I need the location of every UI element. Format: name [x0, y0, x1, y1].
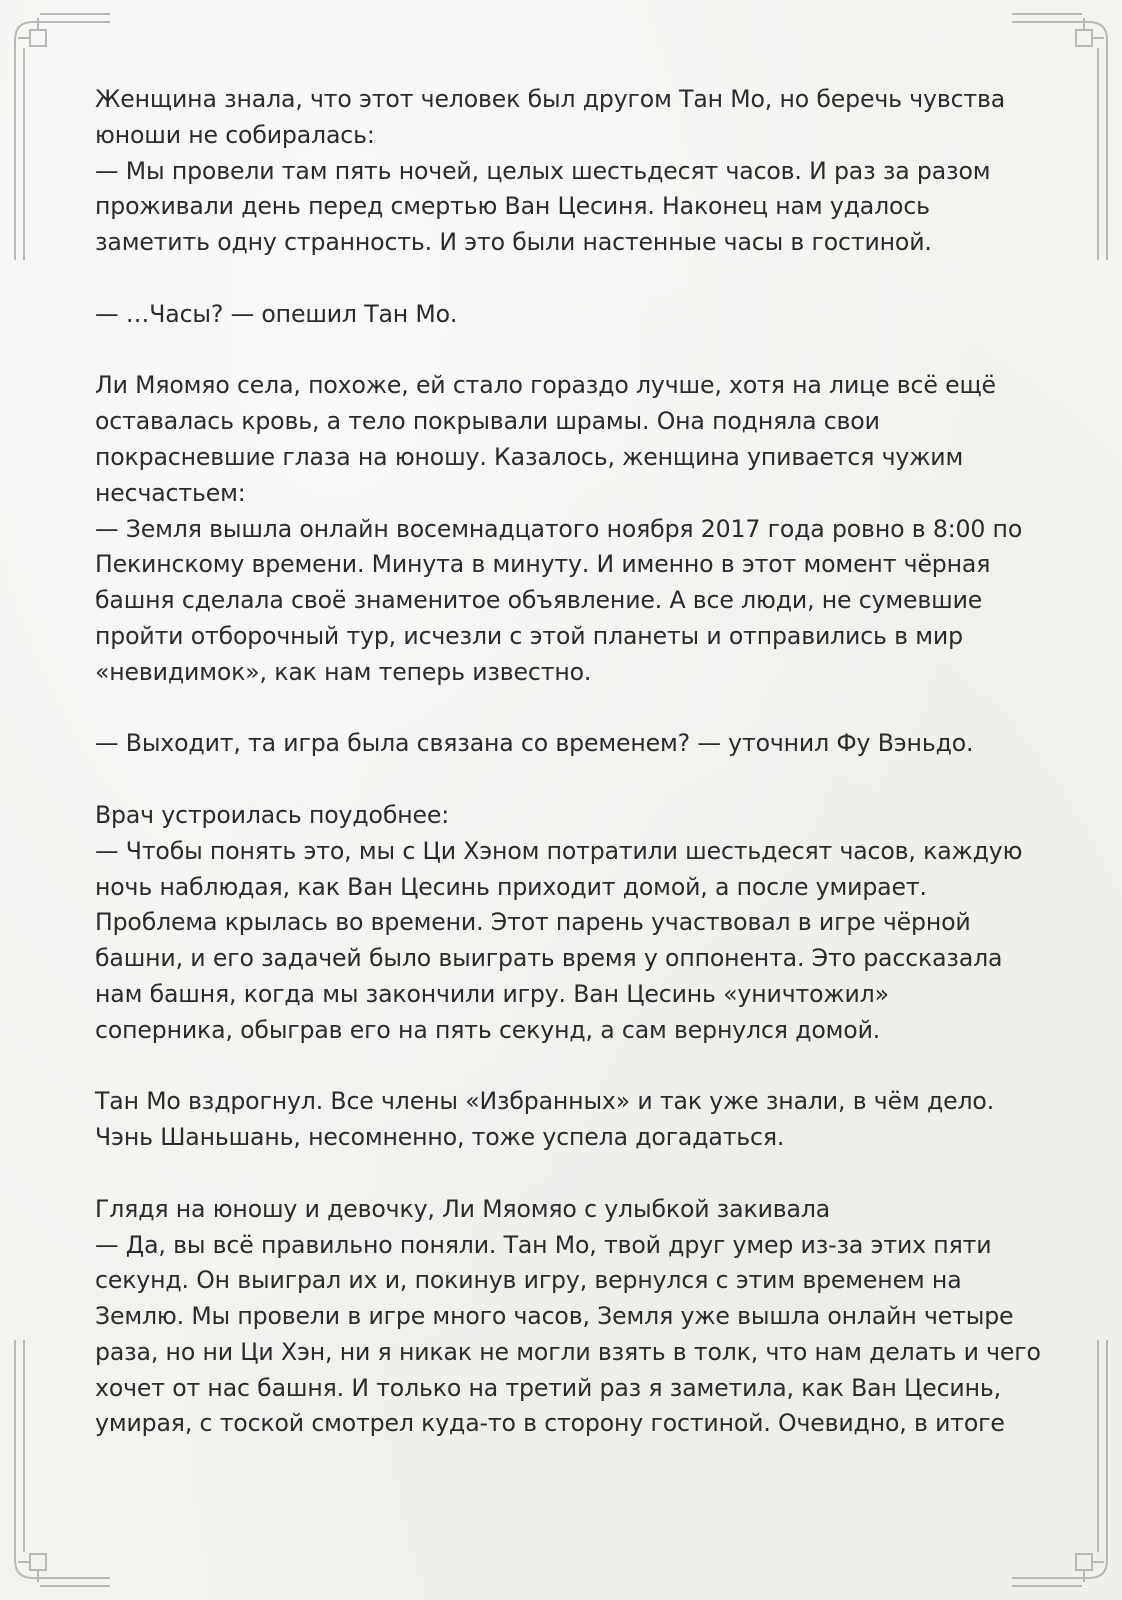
text-line: покрасневшие глаза на юношу. Казалось, женщина упивается чужим	[95, 442, 964, 471]
text-line: — Чтобы понять это, мы с Ци Хэном потратили шестьдесят часов, каждую	[95, 836, 1023, 865]
text-line: несчастьем:	[95, 478, 246, 507]
text-line: проживали день перед смертью Ван Цесиня. Наконец нам удалось	[95, 192, 930, 221]
paragraph	[95, 1192, 1045, 1443]
text-line: юноши не собиралась:	[95, 120, 375, 149]
text-line: башни, и его задачей было выиграть время у оппонента. Это рассказала	[95, 944, 1003, 973]
frame-corner-top-left	[0, 0, 110, 260]
text-line: Проблема крылась во времени. Этот парень участвовал в игре чёрной	[95, 908, 971, 937]
text-line: секунд. Он выиграл их и, покинув игру, вернулся с этим временем на	[95, 1266, 962, 1295]
text-line: раза, но ни Ци Хэн, ни я никак не могли взять в толк, что нам делать и чего	[95, 1337, 1041, 1366]
text-line: башня сделала своё знаменитое объявление. А все люди, не сумевшие	[95, 586, 983, 615]
text-line: заметить одну странность. И это были настенные часы в гостиной.	[95, 228, 932, 257]
paragraph	[95, 297, 1045, 333]
paragraph	[95, 798, 1045, 1049]
text-line: — Да, вы всё правильно поняли. Тан Мо, твой друг умер из-за этих пяти	[95, 1230, 992, 1259]
text-line: «невидимок», как нам теперь известно.	[95, 657, 592, 686]
page-text	[95, 82, 1045, 1478]
text-line: — Выходит, та игра была связана со временем? — уточнил Фу Вэньдо.	[95, 729, 974, 758]
text-line: оставалась кровь, а тело покрывали шрамы. Она подняла свои	[95, 407, 880, 436]
frame-corner-bottom-left	[0, 1340, 110, 1600]
text-line: нам башня, когда мы закончили игру. Ван Цесинь «уничтожил»	[95, 979, 889, 1008]
text-line: Землю. Мы провели в игре много часов, Земля уже вышла онлайн четыре	[95, 1302, 1014, 1331]
paragraph	[95, 82, 1045, 261]
text-line: Ли Мяомяо села, похоже, ей стало гораздо лучше, хотя на лице всё ещё	[95, 371, 996, 400]
text-line: Врач устроилась поудобнее:	[95, 800, 450, 829]
paragraph	[95, 1084, 1045, 1156]
text-line: Чэнь Шаньшань, несомненно, тоже успела догадаться.	[95, 1123, 785, 1152]
text-line: хочет от нас башня. И только на третий раз я заметила, как Ван Цесинь,	[95, 1373, 1001, 1402]
text-line: умирая, с тоской смотрел куда-то в сторону гостиной. Очевидно, в итоге	[95, 1409, 1005, 1438]
paragraph	[95, 368, 1045, 690]
paragraph	[95, 726, 1045, 762]
text-line: — …Часы? — опешил Тан Мо.	[95, 299, 458, 328]
text-line: ночь наблюдая, как Ван Цесинь приходит домой, а после умирает.	[95, 872, 927, 901]
text-line: пройти отборочный тур, исчезли с этой планеты и отправились в мир	[95, 621, 963, 650]
text-line: — Земля вышла онлайн восемнадцатого ноября 2017 года ровно в 8:00 по	[95, 514, 1023, 543]
text-line: Глядя на юношу и девочку, Ли Мяомяо с улыбкой закивала	[95, 1194, 831, 1223]
text-line: соперника, обыграв его на пять секунд, а сам вернулся домой.	[95, 1015, 881, 1044]
text-line: Тан Мо вздрогнул. Все члены «Избранных» и так уже знали, в чём дело.	[95, 1087, 995, 1116]
text-line: Женщина знала, что этот человек был другом Тан Мо, но беречь чувства	[95, 85, 1006, 113]
text-line: Пекинскому времени. Минута в минуту. И именно в этот момент чёрная	[95, 550, 991, 579]
text-line: — Мы провели там пять ночей, целых шестьдесят часов. И раз за разом	[95, 156, 991, 185]
